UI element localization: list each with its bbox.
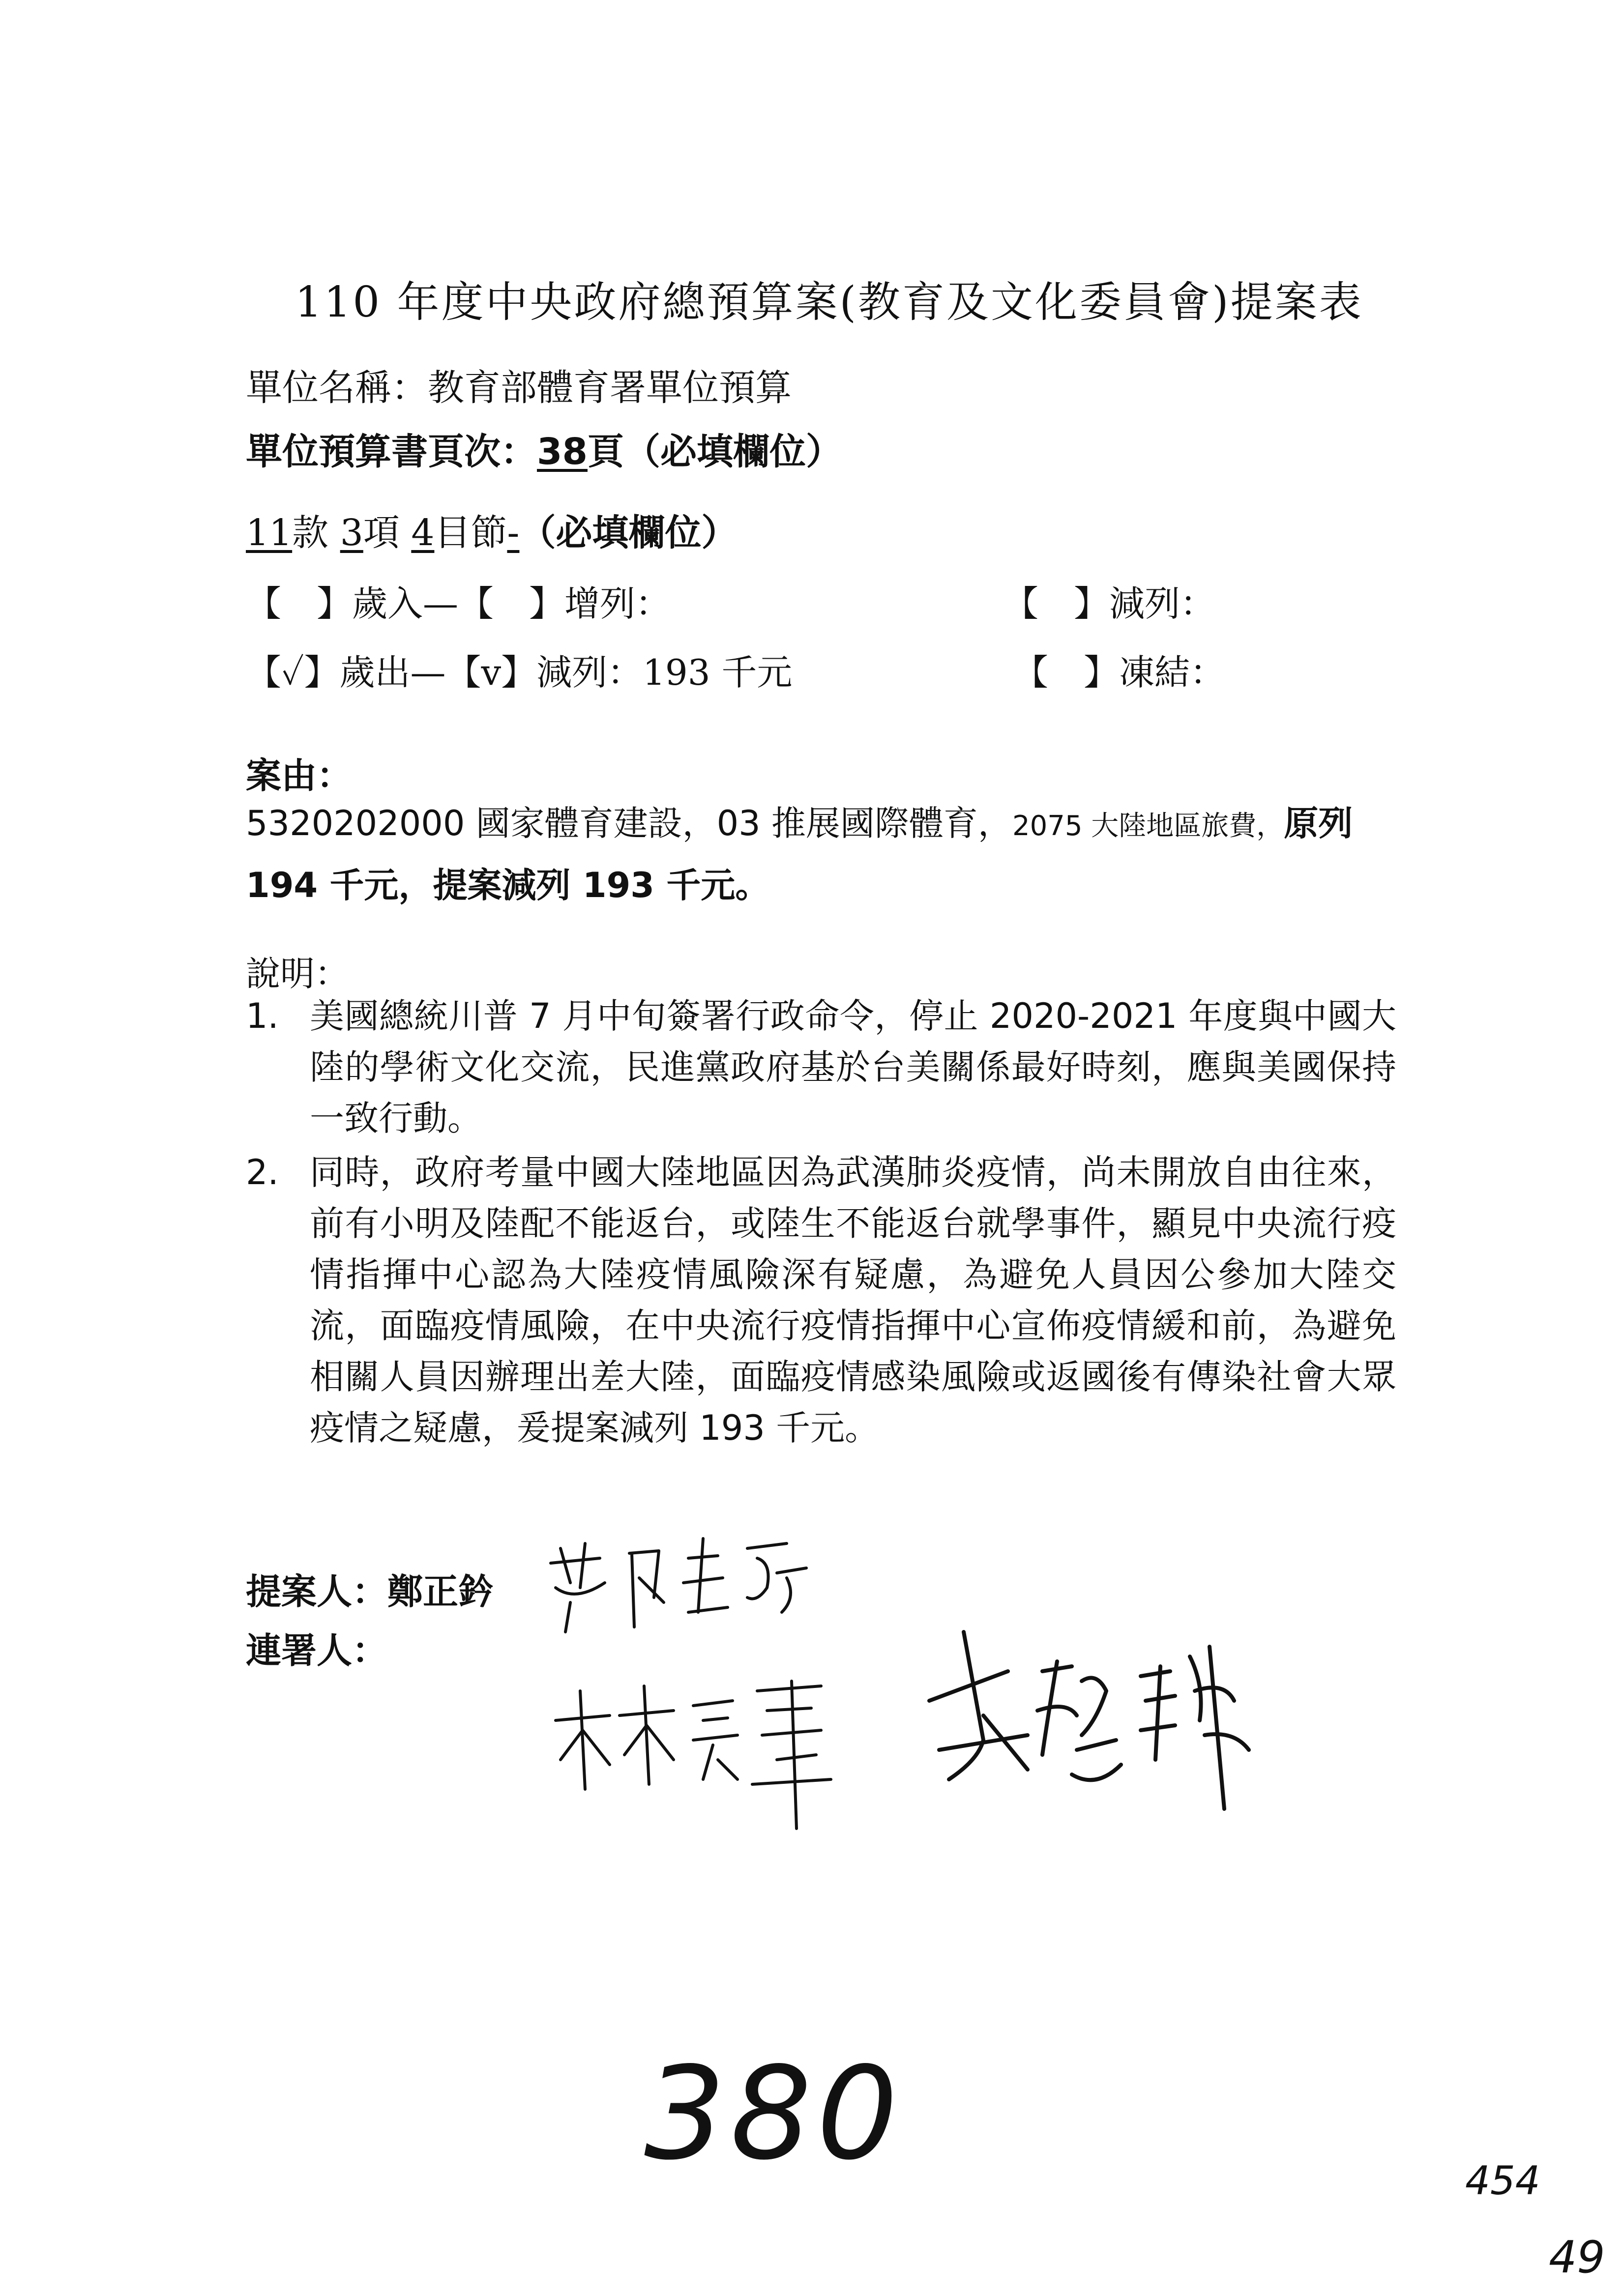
- proposer-line: [246, 1563, 494, 1614]
- revenue-option: 【 】歲入—【 】增列：: [246, 583, 671, 624]
- explanation-list: [246, 990, 1396, 1456]
- proposer-name: 鄭正鈐: [387, 1571, 494, 1612]
- budget-page-number: 38: [537, 431, 588, 473]
- mu-label: 目: [434, 512, 471, 554]
- kuan-number: 11: [246, 512, 293, 554]
- jie-label: 節: [471, 512, 507, 554]
- kuan-label: 款: [292, 512, 329, 554]
- cosigner-signature-2: [910, 1612, 1269, 1829]
- freeze-option: 【 】凍結：: [1013, 652, 1226, 693]
- explanation-item-text: 美國總統川普 7 月中旬簽署行政命令，停止 2020-2021 年度與中國大陸的學術文化交流，民進黨政府基於台美關係最好時刻，應與美國保持一致行動。: [310, 996, 1396, 1138]
- proposer-label: 提案人：: [246, 1571, 388, 1612]
- page-number-small-b: 49: [1549, 2232, 1605, 2283]
- reason-text-c: 原列 194 千元，提案減列 193 千元。: [246, 803, 1353, 905]
- explanation-item-number: 2.: [246, 1152, 279, 1192]
- item-code-suffix: （必填欄位）: [519, 512, 738, 554]
- page-title: 110 年度中央政府總預算案(教育及文化委員會)提案表: [295, 278, 1363, 327]
- explanation-item: [246, 990, 1396, 1144]
- unit-name-label: 單位名稱：: [246, 367, 428, 409]
- unit-name-line: [246, 359, 792, 411]
- reason-text-a: 5320202000 國家體育建設，03 推展國際體育，: [246, 803, 1012, 843]
- cosigner-label: 連署人：: [246, 1630, 388, 1671]
- reason-text: [246, 794, 1426, 915]
- item-code-line: [246, 504, 738, 556]
- budget-page-suffix: 頁（必填欄位）: [587, 431, 842, 473]
- revenue-cut-option: 【 】減列：: [1003, 583, 1216, 624]
- unit-name-value: 教育部體育署單位預算: [428, 367, 792, 409]
- page-number-main: 380: [644, 2040, 903, 2188]
- reason-label: 案由：: [246, 755, 353, 796]
- expense-option: 【✓】歲出—【v】減列：193 千元: [246, 652, 793, 693]
- xiang-label: 項: [363, 512, 400, 554]
- reason-text-b: 2075 大陸地區旅費，: [1012, 810, 1284, 842]
- budget-page-line: [246, 423, 842, 475]
- page-number-small-a: 454: [1465, 2158, 1540, 2204]
- explanation-item-number: 1.: [246, 996, 279, 1036]
- xiang-number: 3: [340, 512, 363, 554]
- mu-number: 4: [411, 512, 435, 554]
- proposer-signature: [541, 1529, 816, 1642]
- explanation-item: [246, 1147, 1396, 1453]
- jie-value: -: [507, 512, 520, 554]
- explanation-label: 說明：: [246, 954, 349, 994]
- cosigner-signature-1: [546, 1661, 851, 1838]
- budget-page-label: 單位預算書頁次：: [246, 431, 537, 473]
- explanation-item-text: 同時，政府考量中國大陸地區因為武漢肺炎疫情，尚未開放自由往來，前有小明及陸配不能返台，或陸生不能返台就學事件，顯見中央流行疫情指揮中心認為大陸疫情風險深有疑慮，為避免人員因公參加大陸交流，面臨疫情風險，在中央流行疫情指揮中心宣佈疫情緩和前，為避免相關人員因辦理出差大陸，面臨疫情感染風險或返國後有傳染社會大眾疫情之疑慮，爰提案減列 193 千元。: [310, 1152, 1396, 1448]
